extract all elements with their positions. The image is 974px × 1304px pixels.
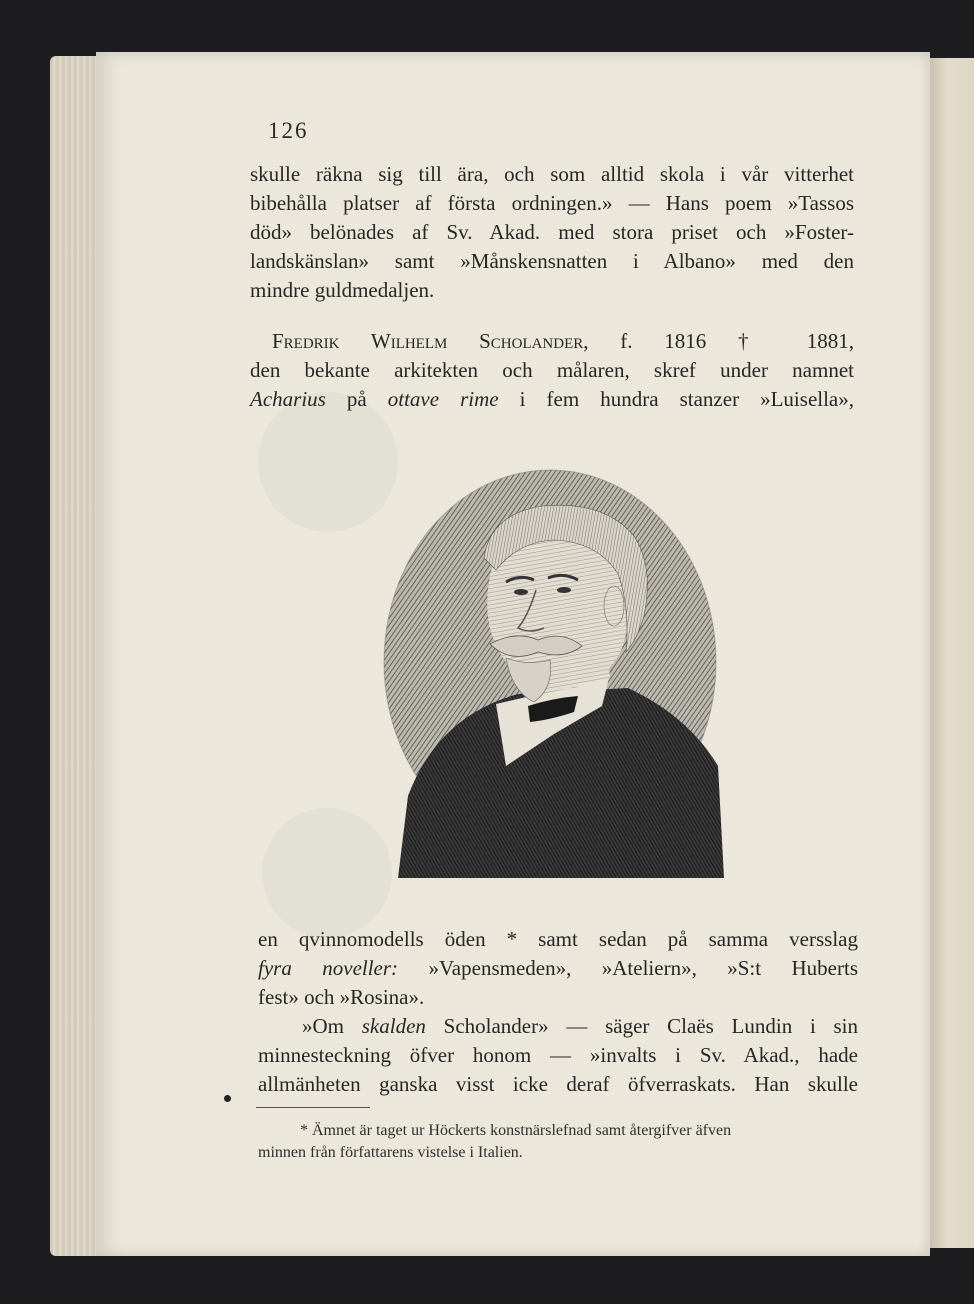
page-number: 126 <box>268 118 309 143</box>
text-line-quote-start <box>302 1012 858 1041</box>
work-title: fyra noveller: <box>258 956 399 980</box>
text-segment: i fem hundra stanzer »Luisella», <box>519 387 854 411</box>
text-segment: »Vapensmeden», »Ateliern», »S:t Huberts <box>428 956 858 980</box>
footnote-line: minnen från författarens vistelse i Italien. <box>258 1144 523 1161</box>
footnote-line: * Ämnet är taget ur Höckerts konstnärslefnad samt återgifver äfven <box>300 1122 732 1139</box>
life-dates: f. 1816 † 1881, <box>620 329 854 353</box>
text-line-biography-start <box>272 327 854 356</box>
text-line: skulle räkna sig till ära, och som alltid skola i vår vitterhet <box>250 162 854 186</box>
verse-form: ottave rime <box>387 387 499 411</box>
text-segment: Scholander» — säger Claës Lundin i sin <box>443 1014 859 1038</box>
text-line <box>250 385 854 414</box>
adjacent-page-edge <box>930 58 974 1248</box>
text-line: död» belönades af Sv. Akad. med stora priset och »Foster- <box>250 220 854 244</box>
emphasis-word: skalden <box>361 1014 426 1038</box>
text-segment: på <box>346 387 367 411</box>
text-line: landskänslan» samt »Månskensnatten i Albano» med den <box>250 249 854 273</box>
text-line <box>258 954 858 983</box>
text-line: bibehålla platser af första ordningen.» — Hans poem »Tassos <box>250 191 854 215</box>
text-line: den bekante arkitekten och målaren, skref under namnet <box>250 358 854 382</box>
margin-ink-dot <box>224 1095 231 1102</box>
text-segment: »Om <box>302 1014 344 1038</box>
portrait-engraving <box>378 466 724 878</box>
text-line: fest» och »Rosina». <box>258 985 425 1009</box>
show-through-portrait-bottom <box>262 808 392 938</box>
pseudonym: Acharius <box>250 387 326 411</box>
text-line: allmänheten ganska visst icke deraf öfverraskats. Han skulle <box>258 1072 858 1096</box>
text-line: en qvinnomodells öden * samt sedan på samma versslag <box>258 927 858 951</box>
person-name: Fredrik Wilhelm Scholander, <box>272 329 589 353</box>
text-line: mindre guldmedaljen. <box>250 278 435 302</box>
footnote-rule <box>256 1107 370 1108</box>
text-line: minnesteckning öfver honom — »invalts i Sv. Akad., hade <box>258 1043 858 1067</box>
